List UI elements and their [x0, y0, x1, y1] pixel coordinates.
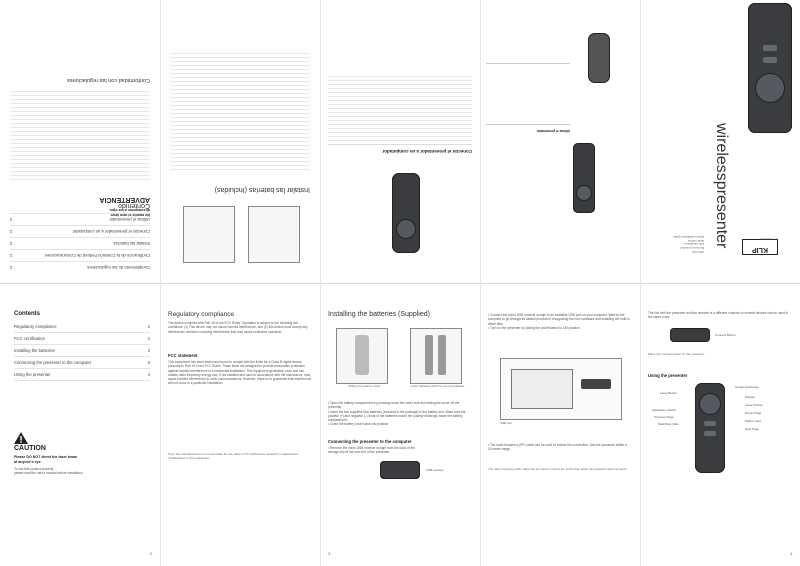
- contenido-heading: Contenido: [118, 202, 150, 209]
- fcc-text: This equipment has been tested and found to comply with the limits for a Class B digital device, pursuant to Part 15 of the FCC Rules. These limits are designed to provide reasonable protection against harmful interference in a residential installation. This equipment generates, uses and can radiate radio frequency energy and, if not installed and used in accordance with the instructions, may cause harmful interference to radio communications. However, there is no guarantee that interference will not occur in a particular installation.: [168, 360, 312, 386]
- usb-receiver-label: USB receiver: [426, 468, 444, 472]
- toc-label: Using the presenter: [14, 372, 51, 377]
- device-label: Google Exchange: [735, 385, 759, 389]
- toc-row[interactable]: [14, 333, 150, 345]
- battery-step: • Insert the two supplied AAA batteries (included in the package) in the battery slot. Make sure the positive (+) and negative (–) ends of the batteries match the polarity markings inside the battery compartment.: [328, 409, 466, 423]
- battery-steps: [328, 401, 472, 427]
- battery-step: • Open the battery compartment by pressing down the cover lock and sliding the cover off the presenter.: [328, 401, 460, 410]
- page-number: 4: [790, 551, 793, 556]
- connect-footer-note: The radio frequency (RF) cable can be used to extend the connection when the presenter does not work.: [488, 467, 628, 471]
- toc-label: Certificación de la Comisión Federal de Comunicaciones: [44, 253, 150, 258]
- top-panel-compliance: [0, 0, 160, 283]
- batteries-heading: Installing the batteries (Supplied): [328, 311, 430, 318]
- connect-cont-steps: [488, 313, 632, 330]
- battery-step: • Close the battery cover back into position.: [328, 422, 390, 427]
- device-button: [704, 421, 716, 426]
- laptop-connection-diagram: [500, 358, 622, 420]
- using-intro2: Place the connect button on the presenter.: [648, 352, 705, 356]
- using-heading-es: Utilizar el presentador: [536, 129, 570, 133]
- toc-page: 2: [147, 336, 150, 341]
- device-button: [763, 45, 777, 51]
- laptop-icon: [511, 369, 573, 409]
- logo-bottom-text: XTREME: [759, 237, 778, 241]
- toc-row: [10, 261, 150, 273]
- rf-note: • The radio frequency (RF) cable can be used to extend the connection. Use the presenter within a 15-meter range.: [488, 443, 627, 452]
- text-block: [170, 53, 310, 173]
- contenido-list: [10, 202, 150, 273]
- device-label: Application Switch: [652, 408, 677, 412]
- caution-extra-line: please read the user's manual before installation.: [14, 471, 84, 476]
- connect-step: • Connect the micro USB receiver dongle to an available USB port on your computer. Wait for the computer to go through its default process of recognizing the new hardware and installing the built-in driver files.: [488, 313, 630, 326]
- device-dial: [396, 219, 416, 239]
- caution-line: at anyone's eye.: [14, 459, 42, 464]
- presenter-connect-image: [392, 173, 420, 253]
- page-number: 2: [150, 551, 153, 556]
- using-intro: The link with the presenter and the receiver is a different channel so several devices can be used in the same room.: [648, 311, 789, 320]
- toc-page: 4: [10, 217, 13, 222]
- battery-icon: [438, 335, 446, 375]
- battery-callout-right: Insert batteries with the correct polarities: [410, 384, 465, 388]
- toc-label: FCC certification: [14, 336, 45, 341]
- top-panel-connect: [320, 0, 480, 283]
- battery-callout-left: Sliding the battery cover: [348, 384, 381, 388]
- caution-extra: [14, 467, 83, 476]
- top-cover-panel: [640, 0, 800, 283]
- device-dial: [755, 73, 785, 103]
- top-connect-text: [328, 74, 472, 153]
- usb-receiver-image: [588, 33, 610, 83]
- using-panel: [640, 283, 800, 566]
- toc-label: Cumplimiento de las regulaciones: [87, 265, 150, 270]
- device-button: [763, 57, 777, 63]
- device-label: Laser Pointer: [745, 403, 763, 407]
- usb-dongle-icon: [581, 379, 611, 389]
- top-model: KPS-010: [691, 250, 704, 254]
- toc-label: Conectar el presentador a un computador: [72, 229, 150, 234]
- device-label: Power Page: [745, 411, 762, 415]
- connect-button-label: Connect Button: [715, 333, 736, 337]
- caution-line: Please DO NOT direct the laser beam: [14, 455, 78, 459]
- advertencia-line: directamente a los ojos.: [109, 208, 150, 213]
- connect-heading-es: Conectar el presentador a un computador: [382, 149, 472, 154]
- presenter-side-image: [380, 461, 420, 479]
- battery-diagram: [183, 206, 235, 263]
- toc-label: Utilizar el presentador: [109, 217, 150, 222]
- device-label: Status Light: [745, 419, 761, 423]
- toc-row: [10, 213, 150, 225]
- device-dial: [699, 393, 721, 415]
- usb-port-label: USB port: [500, 421, 513, 425]
- top-panel-features: [480, 0, 640, 283]
- presenter-labelled-image: [695, 383, 725, 473]
- regulatory-heading: Regulatory compliance: [168, 311, 235, 318]
- connect-step: storage slot at the rear end of the presenter.: [328, 450, 391, 455]
- contents-panel: [0, 283, 160, 566]
- connect-step: • Turn on the presenter by sliding the on/off switch to ON position.: [488, 325, 581, 330]
- toc-page: 3: [147, 348, 150, 353]
- advertencia-title: ADVERTENCIA: [99, 196, 150, 203]
- text-block: [486, 63, 570, 125]
- top-tagline: [644, 234, 704, 253]
- toc-label: Installing the batteries: [14, 348, 55, 353]
- battery-diagram: [248, 206, 300, 263]
- caution-text: [14, 455, 77, 464]
- toc-label: Connecting the presenter to the computer: [14, 360, 92, 365]
- toc-page: 3: [10, 241, 13, 246]
- batteries-panel: [320, 283, 480, 566]
- toc-page: 4: [147, 372, 150, 377]
- toc-page: 2: [10, 253, 13, 258]
- tagline-line: Quick installation guide: [673, 234, 704, 239]
- using-heading: Using the presenter: [648, 373, 688, 378]
- contents-heading: Contents: [14, 311, 40, 317]
- device-button: [704, 431, 716, 436]
- toc-row: [10, 225, 150, 237]
- toc-page: 2: [147, 324, 150, 329]
- regulatory-panel: [160, 283, 320, 566]
- battery-insert-diagram: [410, 328, 462, 384]
- tagline-line: with integrated: [684, 242, 704, 247]
- compliance-heading-es: Conformidad con las regulaciones: [66, 77, 150, 83]
- toc-row: [10, 249, 150, 261]
- device-dial: [576, 185, 592, 201]
- regulatory-intro: The device complies with Part 15 of the FCC Rules. Operation is subject to the following two conditions: (1) This device may not cause harmful interference, and (2) this device must accept any interference received, including interference that may cause undesired operation.: [168, 321, 308, 334]
- caution-extra-line: To use this product properly,: [14, 467, 54, 471]
- connect-panel: [480, 283, 640, 566]
- connect-heading: Connecting the presenter to the computer: [328, 439, 412, 444]
- top-features-text: [486, 63, 570, 133]
- tagline-line: Remote presenter: [679, 246, 704, 251]
- warning-icon: [14, 431, 28, 443]
- presenter-device-image: [748, 3, 792, 133]
- top-panel-batteries: [160, 0, 320, 283]
- batteries-heading-es: Instalar las baterías (Incluidas): [214, 186, 310, 193]
- text-block: [328, 74, 472, 145]
- connect-step: • Remove the micro USB receiver dongle from the back of the: [328, 446, 416, 450]
- presenter-small-image: [573, 143, 595, 213]
- presenter-connect-button-image: [670, 328, 710, 342]
- toc-row[interactable]: [14, 369, 150, 381]
- tagline-line: laser pointer: [687, 238, 704, 243]
- contents-list: [14, 321, 150, 381]
- toc-label: Instalar las baterías: [113, 241, 150, 246]
- toc-label: Regulatory compliance: [14, 324, 57, 329]
- device-label: Previous Page: [654, 415, 674, 419]
- page-number: 3: [328, 551, 331, 556]
- toc-page: 3: [10, 229, 13, 234]
- logo-top-text: KLIP: [752, 246, 768, 253]
- brand-logo: [742, 239, 778, 255]
- connect-steps: [328, 446, 472, 455]
- toc-row: [10, 237, 150, 249]
- device-label: Next Page: [745, 427, 760, 431]
- device-label: Laser Button: [660, 391, 678, 395]
- advertencia-line: No apunte el rayo láser: [110, 213, 150, 217]
- caution-title: CAUTION: [14, 445, 46, 452]
- toc-page: 2: [10, 265, 13, 270]
- device-label: Display: [745, 395, 755, 399]
- toc-row[interactable]: [14, 321, 150, 333]
- text-block: [10, 88, 150, 183]
- wireless-presenter-wordmark: wirelesspresenter: [713, 123, 730, 249]
- battery-icon: [425, 335, 433, 375]
- toc-row[interactable]: [14, 357, 150, 369]
- battery-cover-icon: [355, 335, 369, 375]
- toc-row[interactable]: [14, 345, 150, 357]
- device-label: Start/Stop Slide: [658, 422, 679, 426]
- regulatory-footnote: Note: the manufacturer is not responsible for any radio or TV interference caused by unauthorized modifications to this equipment.: [168, 452, 298, 460]
- battery-cover-diagram: [336, 328, 388, 384]
- toc-page: 3: [147, 360, 150, 365]
- fcc-heading: FCC statement: [168, 353, 198, 358]
